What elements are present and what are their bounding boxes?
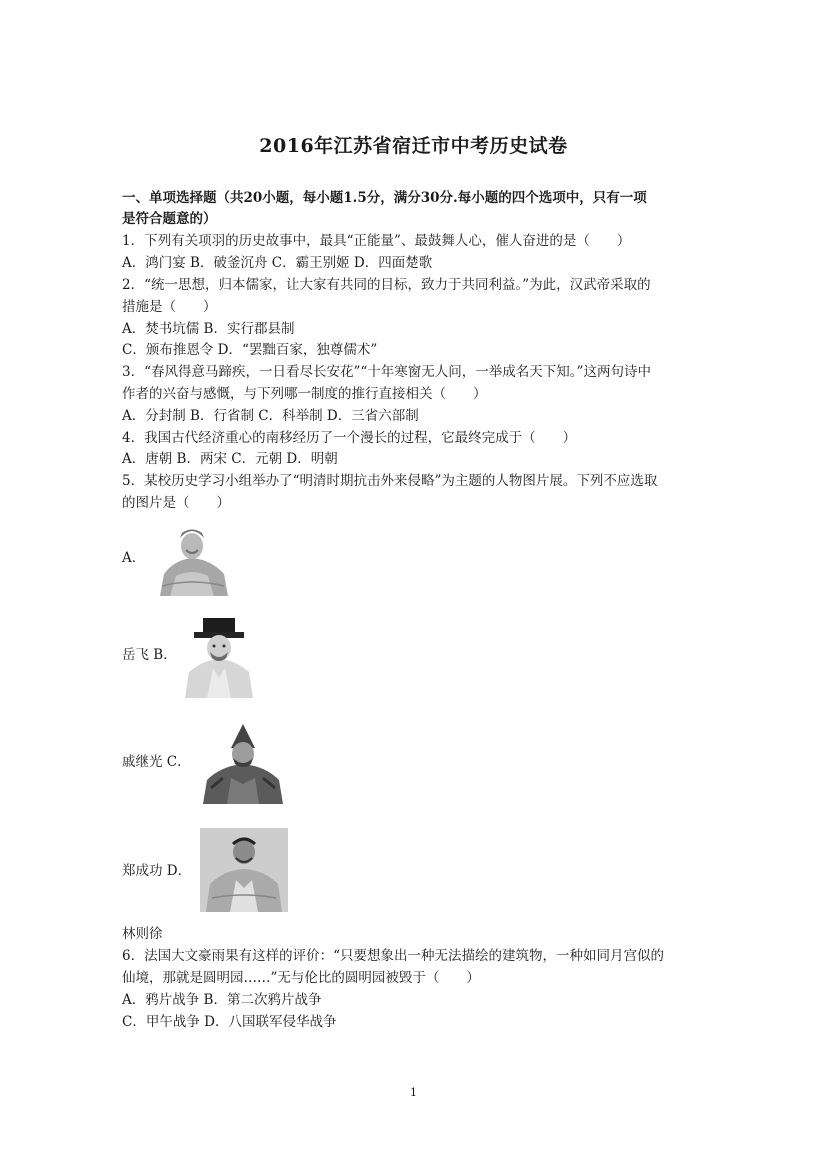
page-title: 2016年江苏省宿迁市中考历史试卷 <box>259 135 568 157</box>
question-4-options: A．唐朝 B．两宋 C．元朝 D．明朝 <box>122 451 338 467</box>
portrait-image-d <box>200 828 288 912</box>
question-5-label-c: 戚继光 C． <box>122 754 191 770</box>
question-5-label-b: 岳飞 B． <box>122 647 177 663</box>
question-5-stem: 5．某校历史学习小组举办了“明清时期抗击外来侵略”为主题的人物图片展。下列不应选取 <box>122 473 658 489</box>
section-heading: 一、单项选择题（共20小题，每小题1.5分，满分30分.每小题的四个选项中，只有一项 <box>122 190 647 206</box>
portrait-image-b <box>183 608 255 698</box>
question-5-label-a: A． <box>122 550 146 566</box>
page-number: 1 <box>410 1086 417 1099</box>
question-1-options: A．鸿门宴 B．破釜沉舟 C．霸王别姬 D．四面楚歌 <box>122 255 433 271</box>
section-heading-cont: 是符合题意的） <box>122 211 217 227</box>
question-2-options-cd: C．颁布推恩令 D．“罢黜百家，独尊儒术” <box>122 342 378 358</box>
question-5-label-d: 郑成功 D． <box>122 863 192 879</box>
portrait-image-a <box>154 516 232 598</box>
question-4-stem: 4．我国古代经济重心的南移经历了一个漫长的过程，它最终完成于（ ） <box>122 430 577 446</box>
question-2-options-ab: A．焚书坑儒 B．实行郡县制 <box>122 321 295 337</box>
question-3-options: A．分封制 B．行省制 C．科举制 D．三省六部制 <box>122 408 419 424</box>
question-3-stem-cont: 作者的兴奋与感慨，与下列哪一制度的推行直接相关（ ） <box>122 386 487 402</box>
portrait-image-c <box>203 718 283 804</box>
question-3-stem: 3．“春风得意马蹄疾，一日看尽长安花”“十年寒窗无人问，一举成名天下知。”这两句诗中 <box>122 364 651 380</box>
question-1-stem: 1．下列有关项羽的历史故事中，最具“正能量”、最鼓舞人心，催人奋进的是（ ） <box>122 233 631 249</box>
question-2-stem: 2．“统一思想，归本儒家，让大家有共同的目标，致力于共同利益。”为此，汉武帝采取的 <box>122 277 651 293</box>
question-6-stem-cont: 仙境，那就是圆明园……”无与伦比的圆明园被毁于（ ） <box>122 970 480 986</box>
question-2-stem-cont: 措施是（ ） <box>122 299 217 315</box>
question-5-label-end: 林则徐 <box>122 926 163 942</box>
question-6-options-ab: A．鸦片战争 B．第二次鸦片战争 <box>122 992 322 1008</box>
question-6-options-cd: C．甲午战争 D．八国联军侵华战争 <box>122 1014 337 1030</box>
question-6-stem: 6．法国大文豪雨果有这样的评价：“只要想象出一种无法描绘的建筑物，一种如同月宫似的 <box>122 948 664 964</box>
question-5-stem-cont: 的图片是（ ） <box>122 495 230 511</box>
